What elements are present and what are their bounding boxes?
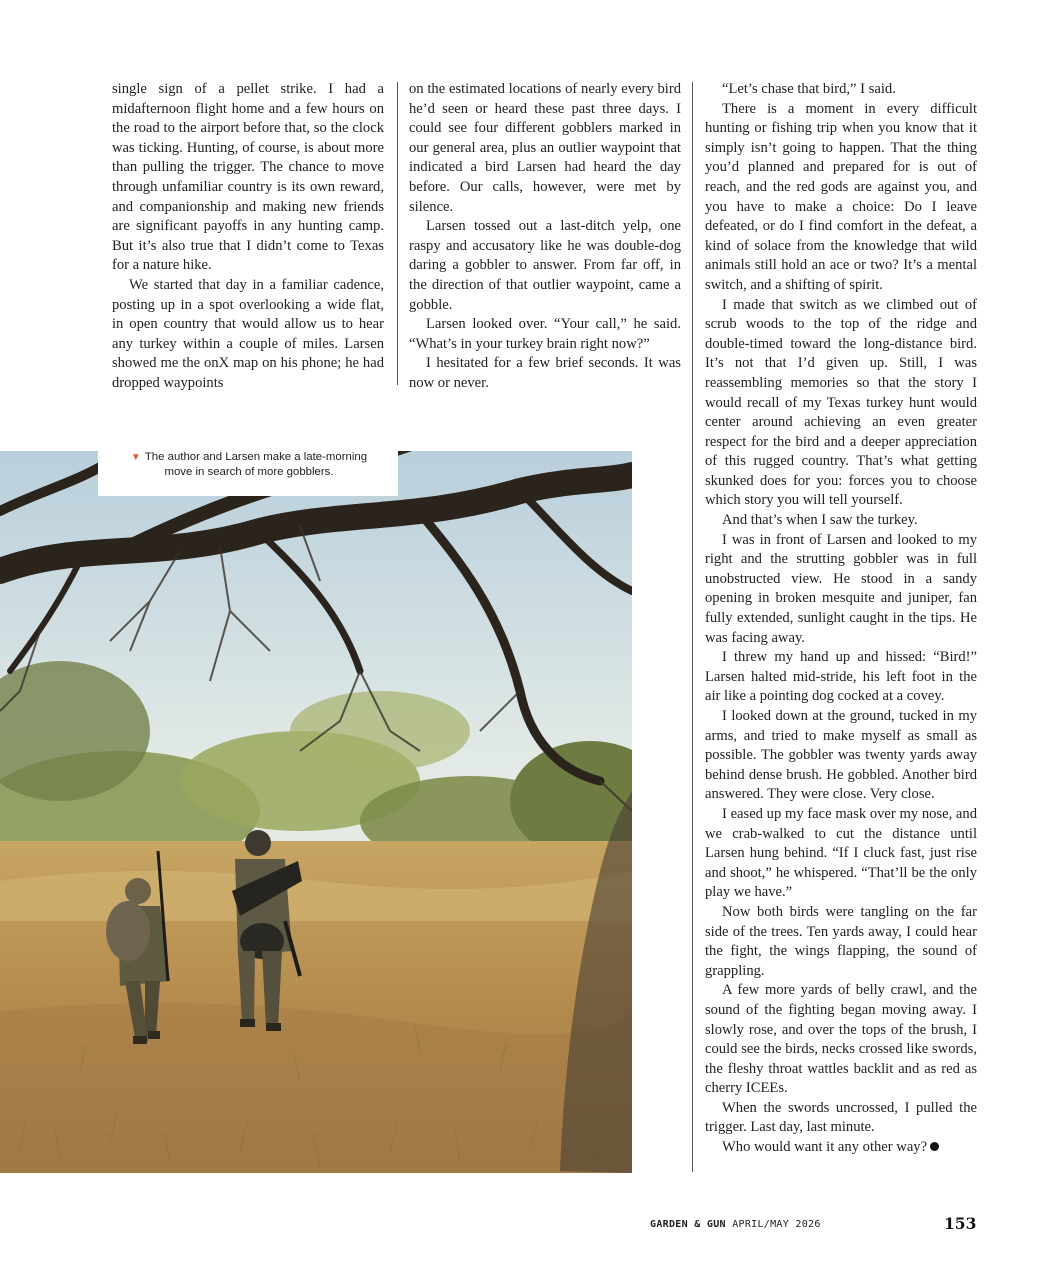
hunters-photo (0, 451, 632, 1173)
body-paragraph: Larsen tossed out a last-ditch yelp, one raspy and accusatory like he was double-dog daring a gobbler to answer. From far off, in the direction of that outlier waypoint, came a gobble. (409, 218, 681, 313)
body-paragraph: We started that day in a familiar cadence, posting up in a spot overlooking a wide flat, in open country that would allow us to hear any turkey within a couple of miles. Larsen showed me the onX map on his phone; he had dropped waypoints (112, 276, 384, 391)
body-paragraph: Who would want it any other way? (705, 1138, 977, 1158)
photo-caption (118, 450, 380, 480)
photo-illustration (0, 451, 632, 1173)
body-paragraph: When the swords uncrossed, I pulled the trigger. Last day, last minute. (705, 1099, 977, 1136)
text-column-1 (112, 80, 384, 394)
body-paragraph: Now both birds were tangling on the far side of the trees. Ten yards away, I could hear the fight, the wings flapping, the sound of grappling. (705, 903, 977, 979)
text-column-2 (409, 80, 681, 394)
issue-date: APRIL/MAY 2026 (732, 1219, 821, 1230)
body-paragraph: on the estimated locations of nearly every bird he’d seen or heard these past three days. I could see four different gobblers marked in our general area, plus an outlier waypoint that indicated a bird Larsen had heard the day before. Our calls, however, were met by silence. (409, 81, 681, 215)
column-divider (692, 82, 693, 1172)
body-paragraph: single sign of a pellet strike. I had a midafternoon flight home and a few hours on the road to the airport before that, so the clock was ticking. Hunting, of course, is about more than pulling the trigger. The chance to move through unfamiliar country is its own reward, and companionship and making new friends are significant payoffs in any hunting camp. But it’s also true that I didn’t come to Texas for a nature hike. (112, 81, 384, 274)
caption-text: The author and Larsen make a late-morning move in search of more gobblers. (144, 451, 368, 478)
caption-arrow-icon: ▼ (130, 452, 141, 463)
body-paragraph: A few more yards of belly crawl, and the sound of the fighting began moving away. I slowly rose, and over the tops of the brush, I could see the birds, necks crossed like swords, the fleshy throat wattles backlit and as red as cherry ICEEs. (705, 982, 977, 1097)
body-paragraph: I hesitated for a few brief seconds. It was now or never. (409, 355, 681, 391)
body-paragraph: I eased up my face mask over my nose, and we crab-walked to cut the distance until Larsen hung behind. “If I cluck fast, just rise and shoot,” he whispered. “That’ll be the only play we have.” (705, 805, 977, 901)
text-column-3 (705, 80, 977, 1158)
end-mark-icon (930, 1142, 939, 1151)
body-paragraph: Larsen looked over. “Your call,” he said. “What’s in your turkey brain right now?” (409, 316, 681, 352)
footer-publication (650, 1219, 821, 1230)
body-paragraph: I made that switch as we climbed out of scrub woods to the top of the ridge and double-timed toward the long-distance bird. It’s not that I’d given up. Still, I was reassembling memories so that the story I would recall of my Texas turkey hunt would center around achieving an even greater respect for the bird and a deeper appreciation of this rugged country. That’s what getting skunked does for you: forces you to choose which story you will tell yourself. (705, 296, 977, 509)
page-number: 153 (944, 1214, 977, 1233)
body-paragraph: “Let’s chase that bird,” I said. (722, 81, 896, 97)
column-divider (397, 82, 398, 385)
body-paragraph: And that’s when I saw the turkey. (722, 512, 918, 529)
body-paragraph: I was in front of Larsen and looked to my right and the strutting gobbler was in full unobstructed view. He stood in a sandy opening in broken mesquite and juniper, fan fully extended, sunlight caught in the tips. He was facing away. (705, 531, 977, 646)
body-paragraph: There is a moment in every difficult hunting or fishing trip when you know that it simply isn’t going to happen. That the thing you’d planned and prepared for is out of reach, and the red gods are against you, and you have to make a choice: Do I leave defeated, or do I find comfort in the defeat, a kind of solace from the knowledge that wild animals still hold an ace or two? It’s a mental switch, and a shifting of spirit. (705, 100, 977, 293)
publication-name: GARDEN & GUN (650, 1219, 726, 1230)
body-paragraph: I threw my hand up and hissed: “Bird!” Larsen halted mid-stride, his left foot in the air like a pointing dog cocked at a covey. (705, 649, 977, 705)
body-paragraph: I looked down at the ground, tucked in my arms, and tried to make myself as small as possible. The gobbler was twenty yards away behind dense brush. He gobbled. Another bird answered. They were close. Very close. (705, 708, 977, 803)
